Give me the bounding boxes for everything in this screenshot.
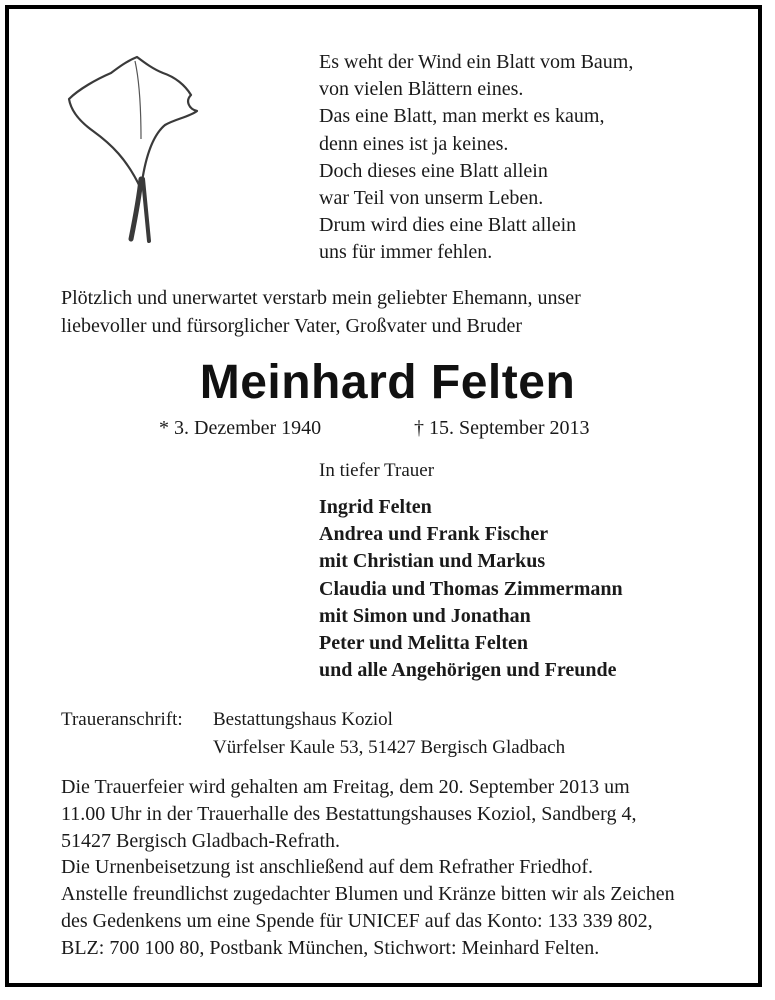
family-member: Andrea und Frank Fischer (319, 523, 549, 546)
poem-line: von vielen Blättern eines. (319, 78, 524, 101)
birth-date: * 3. Dezember 1940 (159, 417, 322, 439)
poem-line: Es weht der Wind ein Blatt vom Baum, (319, 51, 634, 73)
poem-line: denn eines ist ja keines. (319, 132, 509, 155)
family-member: mit Christian und Markus (319, 550, 546, 573)
family-member: mit Simon und Jonathan (319, 604, 531, 627)
address-label: Traueranschrift: (61, 709, 183, 730)
mourning-line: In tiefer Trauer (319, 460, 435, 481)
service-notes (61, 774, 675, 962)
poem-line: Drum wird dies eine Blatt allein (319, 214, 577, 237)
poem-line: Doch dieses eine Blatt allein (319, 159, 548, 182)
family-member: Peter und Melitta Felten (319, 632, 529, 655)
poem (319, 49, 633, 267)
deceased-name: Meinhard Felten (199, 356, 576, 409)
poem-line: war Teil von unserm Leben. (319, 187, 544, 210)
notes-line: 51427 Bergisch Gladbach-Refrath. (61, 829, 340, 852)
notes-line: Anstelle freundlichst zugedachter Blumen und Kränze bitten wir als Zeichen (61, 883, 675, 906)
notes-line: des Gedenkens um eine Spende für UNICEF auf das Konto: 133 339 802, (61, 909, 653, 932)
intro-line: Plötzlich und unerwartet verstarb mein geliebter Ehemann, unser (61, 287, 581, 309)
intro-line: liebevoller und fürsorglicher Vater, Großvater und Bruder (61, 315, 523, 337)
mourning-address (61, 706, 565, 762)
family-list (319, 494, 623, 684)
poem-line: Das eine Blatt, man merkt es kaum, (319, 105, 605, 128)
family-member: und alle Angehörigen und Freunde (319, 659, 617, 682)
ginkgo-leaf-icon (49, 39, 219, 249)
family-member: Claudia und Thomas Zimmermann (319, 577, 623, 600)
family-member: Ingrid Felten (319, 496, 432, 518)
notes-line: BLZ: 700 100 80, Postbank München, Stichwort: Meinhard Felten. (61, 936, 600, 959)
address-line-2: Vürfelser Kaule 53, 51427 Bergisch Gladbach (213, 737, 566, 758)
notes-line: Die Trauerfeier wird gehalten am Freitag, dem 20. September 2013 um (61, 776, 630, 798)
poem-line: uns für immer fehlen. (319, 241, 493, 264)
notes-line: Die Urnenbeisetzung ist anschließend auf dem Refrather Friedhof. (61, 856, 594, 879)
obituary-frame (5, 5, 762, 987)
intro-text (61, 284, 721, 340)
notes-line: 11.00 Uhr in der Trauerhalle des Bestattungshauses Koziol, Sandberg 4, (61, 802, 637, 825)
death-date: † 15. September 2013 (414, 417, 590, 439)
address-line-1: Bestattungshaus Koziol (213, 709, 393, 730)
